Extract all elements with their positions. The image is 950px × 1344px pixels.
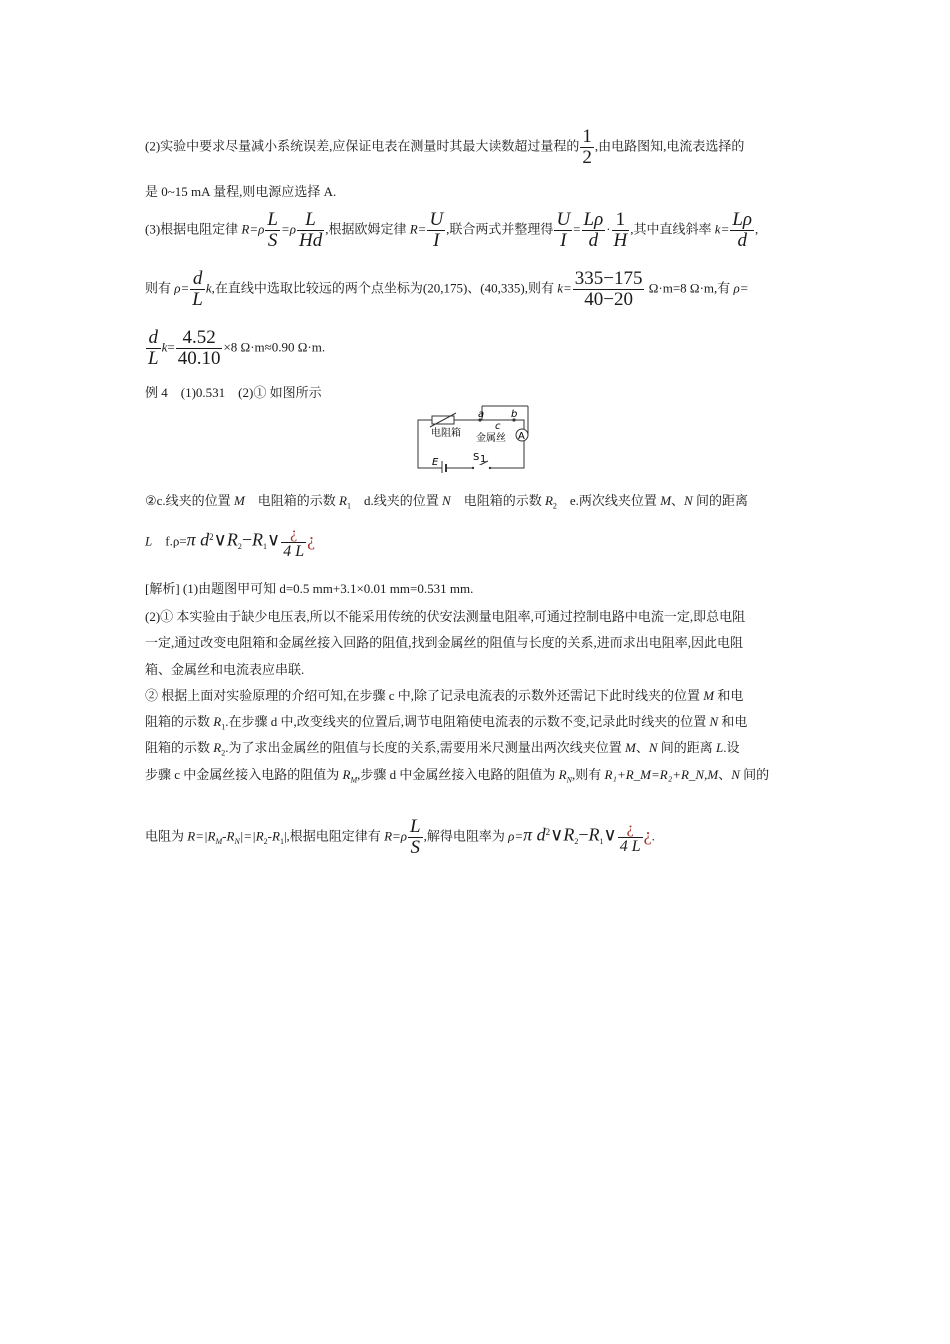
text: 阻箱的示数 [145,740,214,755]
fraction-slope [573,269,645,310]
var-r: R [226,529,238,550]
metal-wire-label: 金属丝 [476,433,506,444]
point-a-label: a [478,409,485,420]
text: , [704,767,708,782]
var-r: R [558,767,567,782]
fraction-4l-2 [618,820,643,855]
fraction-result [176,328,223,369]
formula-text: |=|R [239,828,264,844]
fraction-u-i-2 [554,210,572,251]
equation: R₁+R_M=R₂+R_N [604,767,705,782]
point-c-label: c [495,421,501,432]
denominator: L [192,289,203,310]
formula-text: R=ρ [384,828,408,844]
analysis-1 [145,582,473,595]
symbol: − [241,529,253,550]
text: 间的 [739,767,770,782]
text: ,由电路图知,电流表选择的 [594,138,745,154]
analysis-3-line-3 [145,741,740,758]
denominator: 40−20 [573,289,645,310]
formula-text: k= [557,280,572,296]
var-n: N [442,493,451,508]
numerator: ¿ [290,525,298,542]
analysis-2-line-3 [145,663,304,676]
analysis-2-line-1 [145,610,745,623]
denominator: d [582,230,606,251]
subscript: 1 [221,722,226,732]
formula-text: -R [267,828,280,844]
para-5 [145,328,325,369]
numerator: 1 [615,209,626,230]
text: = [573,221,581,237]
circuit-diagram [414,403,534,473]
symbol: ∨ [267,529,281,550]
subscript: 1 [347,501,351,511]
fraction-lrho-d [582,210,606,251]
fraction-d-l-2 [146,328,161,369]
var-r: R [213,714,222,729]
text: (2)① 本实验由于缺少电压表,所以不能采用传统的伏安法测量电阻率,可通过控制电路中电流一定,即总电阻 [145,609,746,624]
denominator: d [730,230,754,251]
text: , [755,221,759,237]
var-l: L [145,533,153,549]
subscript: N [566,775,572,785]
pi: π [186,529,201,550]
symbol: ∨ [550,824,564,845]
point-b-label: b [511,409,518,420]
denominator: I [427,230,445,251]
text: . [651,828,655,844]
numerator: Lρ [732,209,753,230]
ammeter-label: A [518,431,525,442]
para-2-line-1 [145,127,744,168]
subscript: 2 [221,748,226,758]
analysis-3-line-4 [145,768,769,785]
fraction-l-hd [297,210,324,251]
text: ②c.线夹的位置 [145,493,234,508]
formula-text: k [205,280,212,296]
subscript: 1 [279,837,284,847]
symbol: ∨ [213,529,227,550]
denominator: S [265,230,280,251]
formula-text: R=|R [187,828,216,844]
numerator: d [192,268,203,289]
text: ,联合两式并整理得 [446,221,554,237]
text: 一定,通过改变电阻箱和金属丝接入回路的阻值,找到金属丝的阻值与长度的关系,进而求出电阻率,因此电阻 [145,635,744,650]
formula-text: =ρ [280,221,296,237]
text: .为了求出金属丝的阻值与长度的关系,需要用米尺测量出两次线夹位置 [225,740,625,755]
var-m: M [660,493,672,508]
numerator: U [556,209,571,230]
formula-text: ρ= [174,280,190,296]
formula-text: ρ= [733,280,749,296]
numerator: Lρ [583,209,604,230]
symbol: ¿ [307,529,316,550]
symbol: ¿ [643,824,652,845]
fraction-4l [281,525,306,560]
fraction-l-s-2 [408,817,423,858]
text: .在步骤 d 中,改变线夹的位置后,调节电阻箱使电流表的示数不变,记录此时线夹的位置 [225,714,710,729]
subscript: 1 [263,542,268,552]
text: ,步骤 d 中金属丝接入电路的阻值为 [357,767,559,782]
text: 间的距离 [692,493,748,508]
var-l: L [716,740,724,755]
fraction-d-l [190,269,205,310]
var-r: R [544,493,553,508]
formula-text: k [161,339,168,355]
denominator: L [148,348,159,369]
text: ,根据欧姆定律 [325,221,410,237]
emf-label: E [432,457,439,468]
numerator: d [148,327,159,348]
para-7 [145,525,315,560]
var-m: M [233,493,245,508]
switch-contact [489,467,491,469]
fraction-1-h [612,210,630,251]
denominator: 40.10 [177,348,221,369]
denominator: Hd [298,230,323,251]
analysis-2-line-2 [145,636,743,649]
text: ② 根据上面对实验原理的介绍可知,在步骤 c 中,除了记录电流表的示数外还需记下此时线夹的位置 [145,688,704,703]
var-n: N [648,740,658,755]
denominator: 4 L [283,543,305,560]
text: Ω·m=8 Ω·m,有 [645,280,734,296]
var-r: R [252,529,264,550]
symbol: ∨ [603,824,617,845]
para-2-line-2 [145,185,336,198]
var-r: R [342,767,351,782]
var-r: R [563,824,575,845]
text: 和电 [718,714,748,729]
var-r: R [339,493,347,508]
text: 、 [671,493,685,508]
text: |,根据电阻定律有 [283,828,385,844]
para-6 [145,494,748,511]
numerator: L [410,816,421,837]
analysis-3-line-5 [145,817,655,858]
text: 则有 [145,280,175,296]
subscript: 2 [237,542,242,552]
fraction-u-i [427,210,445,251]
numerator: L [267,209,278,230]
text: (3)根据电阻定律 [145,221,242,237]
text: e.两次线夹位置 [556,493,661,508]
text: 电阻为 [145,828,188,844]
formula-text: -R [222,828,235,844]
text: ,则有 [571,767,605,782]
fraction-lrho-d-2 [730,210,754,251]
text: 间的距离 [657,740,717,755]
var-m: M [707,767,719,782]
denominator: 2 [582,147,592,168]
text: · [606,221,611,237]
fraction-half [580,127,594,168]
formula-text: ρ= [508,828,524,844]
var-r: R [213,740,222,755]
numerator: 4.52 [182,327,216,348]
denominator: S [408,837,423,858]
text: .设 [723,740,740,755]
example-4-heading [145,386,322,399]
subscript: 1 [599,837,604,847]
text: 例 4 (1)0.531 (2)① 如图所示 [145,385,322,400]
text: 步骤 c 中金属丝接入电路的阻值为 [145,767,343,782]
para-3 [145,210,758,251]
denominator: I [554,230,572,251]
subscript: N [234,837,240,847]
fraction-l-s [265,210,280,251]
text: 箱、金属丝和电流表应串联. [145,662,305,677]
text: 、 [718,767,732,782]
switch-label: S [473,452,480,463]
text: = [167,339,175,355]
text: 电阻箱的示数 [450,493,545,508]
var-n: N [731,767,740,782]
numerator: L [305,209,316,230]
text: [解析] (1)由题图甲可知 d=0.5 mm+3.1×0.01 mm=0.531 mm. [145,581,474,596]
subscript: M [350,775,358,785]
text: 和电 [714,688,744,703]
denominator: 4 L [619,838,641,855]
formula-text: R=ρ [241,221,265,237]
text: ,在直线中选取比较远的两个点坐标为(20,175)、(40,335),则有 [211,280,558,296]
symbol: − [578,824,589,845]
text: ×8 Ω·m≈0.90 Ω·m. [223,339,326,355]
switch-pivot [472,467,474,469]
text: 电阻箱的示数 [244,493,340,508]
resistor-box-label: 电阻箱 [431,428,461,439]
numerator: ¿ [626,820,634,837]
analysis-3-line-2 [145,715,747,732]
text: (2)实验中要求尽量减小系统误差,应保证电表在测量时其最大读数超过量程的 [145,138,580,154]
superscript: 2 [209,532,214,543]
numerator: 335−175 [574,268,643,289]
var-d: d [536,824,546,845]
var-d: d [200,529,210,550]
switch-subscript: 1 [480,454,487,465]
pi: π [523,824,537,845]
superscript: 2 [545,827,551,838]
text: d.线夹的位置 [351,493,443,508]
var-n: N [709,714,719,729]
var-n: N [684,493,693,508]
text: f.ρ= [152,533,187,549]
subscript: 2 [574,837,579,847]
formula-text: R= [409,221,427,237]
numerator: 1 [582,126,592,147]
var-m: M [703,688,715,703]
subscript: 2 [552,501,557,511]
text: ,其中直线斜率 [630,221,715,237]
text: 阻箱的示数 [145,714,214,729]
var-r: R [588,824,600,845]
subscript: M [215,837,223,847]
text: ,解得电阻率为 [423,828,509,844]
subscript: 2 [263,837,268,847]
denominator: H [613,230,628,251]
analysis-3-line-1 [145,689,743,702]
text: 是 0~15 mA 量程,则电源应选择 A. [145,184,337,199]
para-4 [145,269,749,310]
var-m: M [624,740,636,755]
formula-text: k= [714,221,730,237]
text: 、 [635,740,649,755]
numerator: U [429,209,444,230]
